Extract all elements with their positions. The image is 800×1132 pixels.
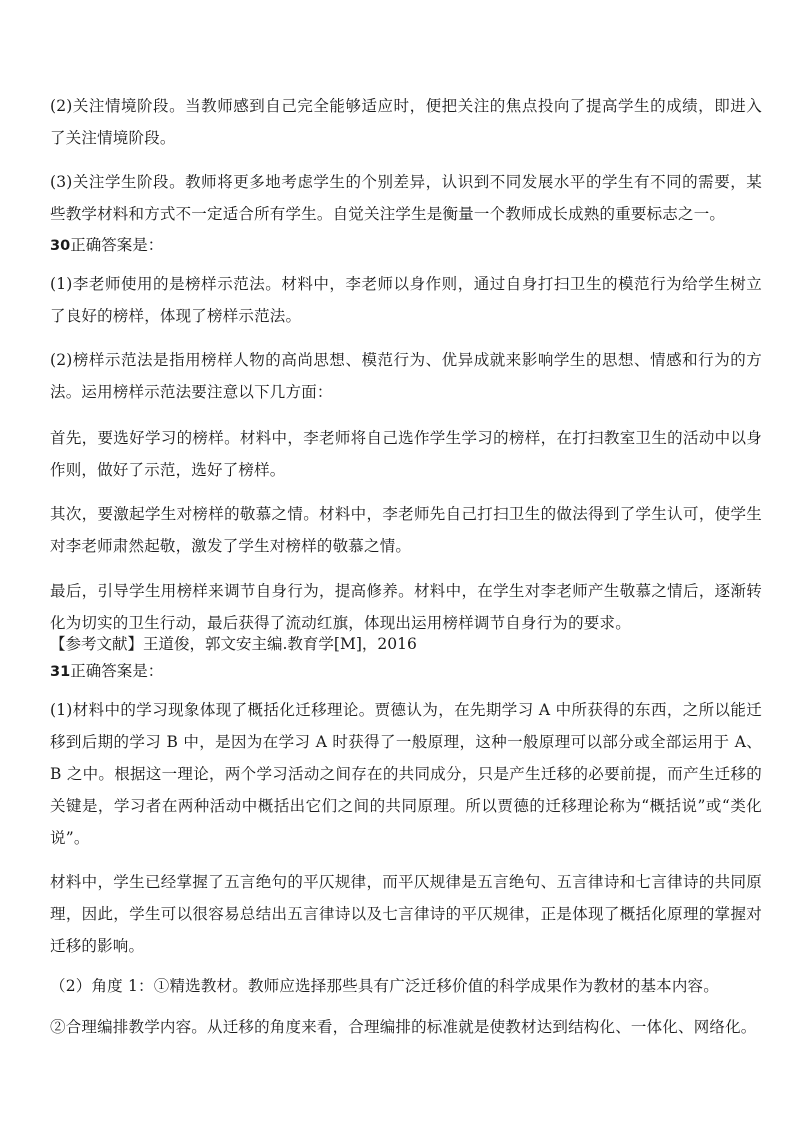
question-number: 31 — [50, 664, 71, 680]
paragraph-answer-30-1: (1)李老师使用的是榜样示范法。材料中，李老师以身作则，通过自身打扫卫生的模范行为给学生树立了良好的榜样，体现了榜样示范法。 — [50, 275, 762, 325]
paragraph-second: 其次，要激起学生对榜样的敬慕之情。材料中，李老师先自己打扫卫生的做法得到了学生认可，使学生对李老师肃然起敬，激发了学生对榜样的敬慕之情。 — [50, 505, 762, 555]
paragraph-answer-30-2: (2)榜样示范法是指用榜样人物的高尚思想、模范行为、优异成就来影响学生的思想、情感和行为的方法。运用榜样示范法要注意以下几方面： — [50, 351, 762, 401]
question-31-heading — [50, 659, 163, 684]
paragraph-stage-2: (2)关注情境阶段。当教师感到自己完全能够适应时，便把关注的焦点投向了提高学生的成绩，即进入了关注情境阶段。 — [50, 97, 762, 147]
paragraph-finally: 最后，引导学生用榜样来调节自身行为，提高修养。材料中，在学生对李老师产生敬慕之情后，逐渐转化为切实的卫生行动，最后获得了流动红旗，体现出运用榜样调节自身行为的要求。 — [50, 582, 762, 632]
paragraph-answer-31-material: 材料中，学生已经掌握了五言绝句的平仄规律，而平仄规律是五言绝句、五言律诗和七言律诗的共同原理，因此，学生可以很容易总结出五言律诗以及七言律诗的平仄规律，正是体现了概括化原理的掌握对迁移的影响。 — [50, 873, 762, 955]
reference-line: 【参考文献】王道俊，郭文安主编.教育学[M]，2016 — [50, 635, 417, 653]
question-number: 30 — [50, 238, 71, 254]
paragraph-answer-31-1: (1)材料中的学习现象体现了概括化迁移理论。贾德认为，在先期学习 A 中所获得的东西，之所以能迁移到后期的学习 B 中，是因为在学习 A 时获得了一般原理，这种一般原理可以部分或全部运用于 A、B 之中。根据这一理论，两个学习活动之间存在的共同成分，只是产生迁移的必要前提，而产生迁移的关键是，学习者在两种活动中概括出它们之间的共同原理。所以贾德的迁移理论称为“概括说”或“类化说”。 — [50, 701, 762, 847]
question-30-heading — [50, 233, 163, 258]
paragraph-first: 首先，要选好学习的榜样。材料中，李老师将自己选作学生学习的榜样，在打扫教室卫生的活动中以身作则，做好了示范，选好了榜样。 — [50, 429, 762, 479]
answer-label: 正确答案是： — [70, 662, 164, 680]
paragraph-answer-31-3: ②合理编排教学内容。从迁移的角度来看，合理编排的标准就是使教材达到结构化、一体化、网络化。 — [50, 1018, 757, 1036]
paragraph-answer-31-2: （2）角度 1：①精选教材。教师应选择那些具有广泛迁移价值的科学成果作为教材的基本内容。 — [50, 977, 719, 995]
paragraph-stage-3: (3)关注学生阶段。教师将更多地考虑学生的个别差异，认识到不同发展水平的学生有不同的需要，某些教学材料和方式不一定适合所有学生。自觉关注学生是衡量一个教师成长成熟的重要标志之一。 — [50, 173, 762, 223]
answer-label: 正确答案是： — [70, 236, 164, 254]
